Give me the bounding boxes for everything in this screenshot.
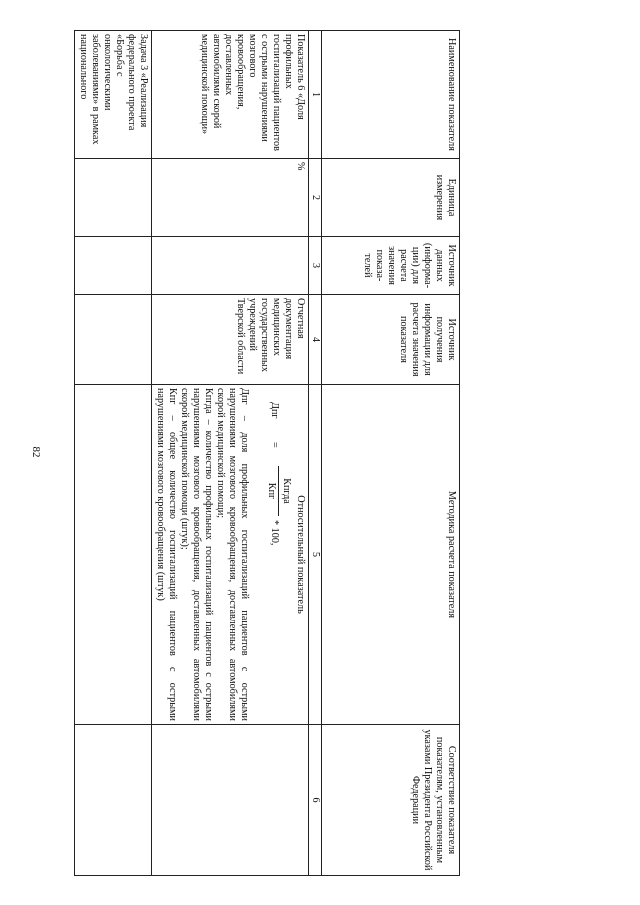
task-name: Задача 3 «Реализация федерального проекта «Борьба с онкологическими заболеваниями» в рамках национального — [74, 31, 151, 159]
header-method: Методика расчета показателя — [322, 385, 460, 725]
table-row — [151, 31, 308, 876]
formula-fraction — [265, 466, 292, 516]
formula-denominator: Кпг — [265, 482, 277, 500]
indicator-table — [74, 30, 460, 876]
empty-cell — [74, 295, 151, 385]
method-intro: Относительный показатель — [295, 495, 306, 614]
header-unit: Единица измерения — [322, 159, 460, 237]
col-number: 4 — [309, 295, 322, 385]
indicator-name: Показатель 6 «Доля профильных госпитализаций пациентов с острыми нарушениями мозгового кровообращения, доставленных автомобилями скорой медицинской помощи» — [151, 31, 308, 159]
empty-cell — [74, 159, 151, 237]
header-compliance: Соответствие показателя показателям, установленным указами Президента Российской Федерации — [322, 725, 460, 876]
empty-cell — [74, 725, 151, 876]
indicator-compliance — [151, 725, 308, 876]
indicator-info-source: Отчетная документация медицинских государственных учреждений Тверской области — [151, 295, 308, 385]
method-definition: Дпг – доля профильных госпитализаций пациентов с острыми нарушениями мозгового кровообращения, доставленных автомобилями скорой медицинской помощи; — [214, 388, 250, 721]
method-definition: Кпг – общее количество госпитализаций пациентов с острыми нарушениями мозгового кровообращения (штук) — [154, 388, 178, 721]
indicator-data-source — [151, 237, 308, 295]
header-info-source: Источник получения информации для расчета значения показателя — [322, 295, 460, 385]
empty-cell — [74, 237, 151, 295]
page-number: 82 — [30, 446, 42, 458]
header-indicator-name: Наименование показателя — [322, 31, 460, 159]
column-number-row — [309, 31, 322, 876]
col-number: 6 — [309, 725, 322, 876]
formula-multiplier: * 100, — [268, 520, 280, 546]
rotated-page — [77, 30, 460, 875]
indicator-method — [151, 385, 308, 725]
col-number: 5 — [309, 385, 322, 725]
method-definition: Кпгда – количество профильных госпитализаций пациентов с острыми нарушениями мозгового кровообращения, доставленных автомобилями скорой медицинской помощи (штук); — [178, 388, 214, 721]
header-data-source: Источник данных (информа-ции) для расчета значения показа-телей — [322, 237, 460, 295]
table-row — [74, 31, 151, 876]
formula-lhs: Дпг — [268, 402, 280, 419]
method-formula — [252, 388, 292, 721]
col-number: 2 — [309, 159, 322, 237]
formula-equals: = — [268, 442, 280, 448]
header-row — [322, 31, 460, 876]
indicator-unit: % — [151, 159, 308, 237]
col-number: 1 — [309, 31, 322, 159]
table-wrapper — [77, 30, 460, 875]
empty-cell — [74, 385, 151, 725]
formula-numerator: Кпгда — [278, 466, 292, 516]
col-number: 3 — [309, 237, 322, 295]
